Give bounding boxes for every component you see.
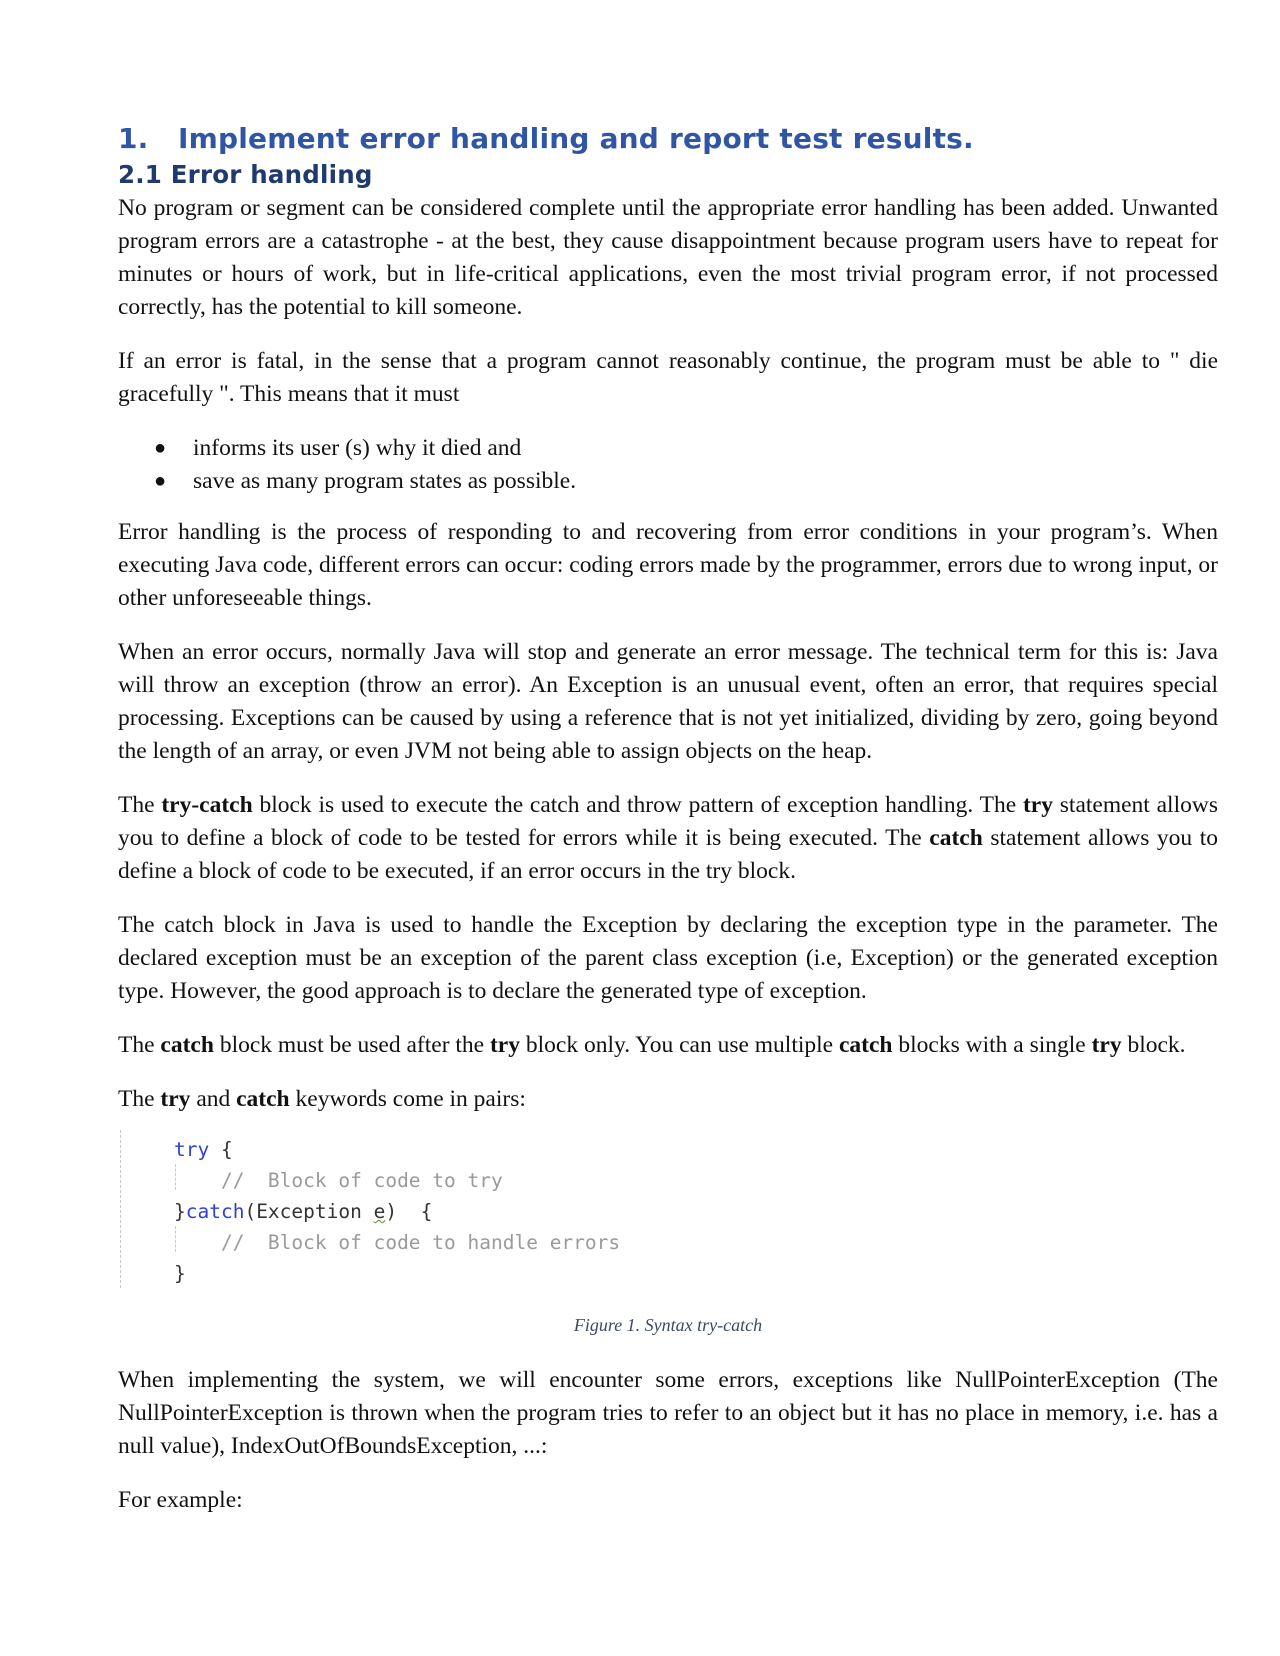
code-snippet: try { // Block of code to try }catch(Exception e) { // Block of code to handle errors } — [174, 1138, 621, 1285]
paragraph-try-catch: The try-catch block is used to execute the catch and throw pattern of exception handling. The try statement allows you to define a block of code to be tested for errors while it is being executed. The catch statement allows you to define a block of code to be executed, if an error occurs in the try block. — [118, 792, 1219, 884]
subsection-heading: 2.1 Error handling — [118, 160, 373, 189]
paragraph-implementation: When implementing the system, we will encounter some errors, exceptions like NullPointerException (The NullPointerException is thrown when the program tries to refer to an object but it has no place in memory, i.e. has a null value), IndexOutOfBoundsException, ...: — [118, 1367, 1218, 1459]
code-figure — [118, 1130, 1218, 1288]
bullet-icon: ● — [154, 470, 167, 492]
section-number: 1. — [118, 122, 149, 155]
paragraph-fatal-error: If an error is fatal, in the sense that a program cannot reasonably continue, the program must be able to " die gracefully ". This means that it must — [118, 348, 1218, 407]
bullet-icon: ● — [154, 437, 167, 459]
paragraph-catch-usage: The catch block must be used after the try block only. You can use multiple catch blocks with a single try block. — [118, 1032, 1186, 1058]
paragraph-intro: No program or segment can be considered complete until the appropriate error handling has been added. Unwanted program errors are a catastrophe - at the best, they cause disappointment because program users have to repeat for minutes or hours of work, but in life-critical applications, even the most trivial program error, if not processed correctly, has the potential to kill someone. — [118, 195, 1218, 320]
paragraph-definition: Error handling is the process of responding to and recovering from error conditions in your program’s. When executing Java code, different errors can occur: coding errors made by the programmer, errors due to wrong input, or other unforeseeable things. — [118, 519, 1218, 611]
list-item — [118, 432, 1218, 465]
section-title: Implement error handling and report test results. — [178, 122, 974, 155]
code-margin-line — [120, 1130, 121, 1288]
paragraph-catch-block: The catch block in Java is used to handle the Exception by declaring the exception type in the parameter. The declared exception must be an exception of the parent class exception (i.e, Exception) or the generated exception type. However, the good approach is to declare the generated type of exception. — [118, 912, 1218, 1004]
document-page — [118, 110, 1218, 1538]
paragraph-exception: When an error occurs, normally Java will stop and generate an error message. The technical term for this is: Java will throw an exception (throw an error). An Exception is an unusual event, often an error, that requires special processing. Exceptions can be caused by using a reference that is not yet initialized, dividing by zero, going beyond the length of an array, or even JVM not being able to assign objects on the heap. — [118, 639, 1218, 764]
list-item-text: informs its user (s) why it died and — [193, 435, 522, 461]
paragraph-example: For example: — [118, 1487, 243, 1513]
paragraph-pairs: The try and catch keywords come in pairs: — [118, 1086, 526, 1112]
figure-caption: Figure 1. Syntax try-catch — [573, 1315, 763, 1335]
section-heading — [118, 120, 1218, 158]
list-item-text: save as many program states as possible. — [193, 468, 577, 494]
list-item — [118, 465, 1218, 498]
bullet-list — [118, 432, 1218, 498]
